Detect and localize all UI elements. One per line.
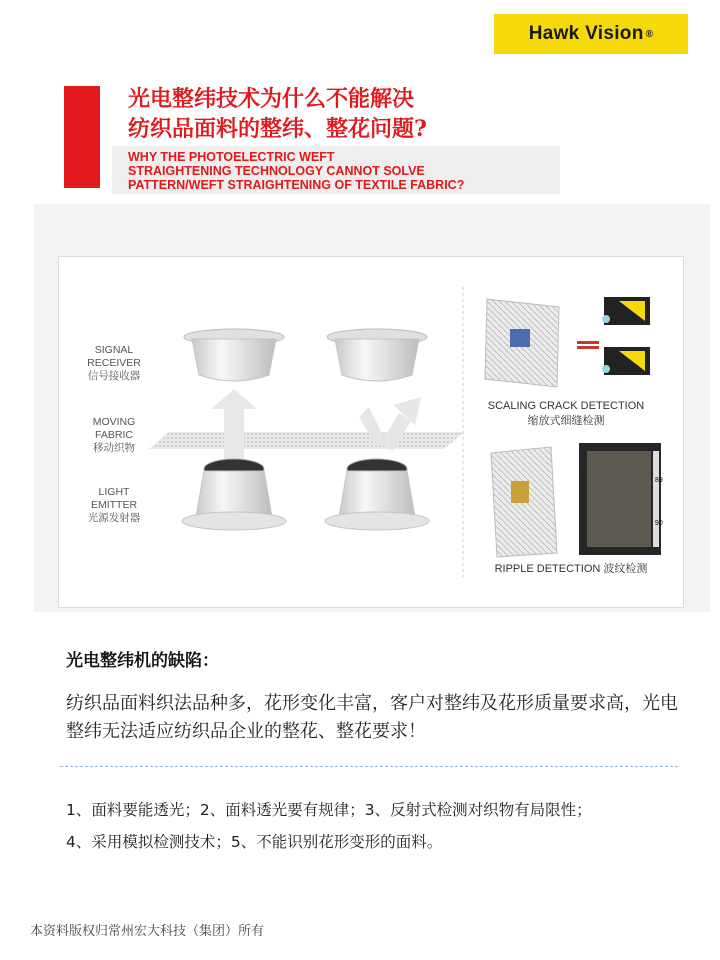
defects-paragraph: 纺织品面料织法品种多，花形变化丰富，客户对整纬及花形质量要求高，光电整纬无法适应纺织品企业的整花、整花要求！ <box>66 693 678 742</box>
defects-heading: 光电整纬机的缺陷： <box>66 651 219 671</box>
caption-scaling-zh: 缩放式细缝检测 <box>527 415 605 427</box>
copyright-footer: 本资料版权归常州宏大科技（集团）所有 <box>30 924 265 939</box>
caption-scaling <box>476 400 656 428</box>
film-marker-89: 89 <box>655 477 663 484</box>
label-moving-fabric <box>76 416 152 455</box>
registered-mark: ® <box>645 28 654 40</box>
signal-receiver-2 <box>327 329 427 381</box>
caption-scaling-en: SCALING CRACK DETECTION <box>487 400 645 412</box>
title-en-line-2: STRAIGHTENING TECHNOLOGY CANNOT SOLVE <box>128 164 425 178</box>
scaling-sensor-1 <box>577 297 650 349</box>
label-light-emitter <box>76 486 152 525</box>
label-signal-receiver-zh: 信号接收器 <box>87 370 141 382</box>
defects-list <box>66 794 706 858</box>
signal-receiver-1 <box>184 329 284 381</box>
defects-list-line-1: 1、面料要能透光；2、面料透光要有规律；3、反射式检测对织物有局限性； <box>66 801 592 819</box>
light-emitter-1 <box>182 459 286 530</box>
caption-ripple-zh: 波纹检测 <box>603 563 648 575</box>
film-marker-90: 90 <box>655 520 663 527</box>
title-en-line-1: WHY THE PHOTOELECTRIC WEFT <box>128 150 335 164</box>
page-title-en <box>128 150 558 192</box>
brand-name: Hawk Vision <box>528 23 644 44</box>
title-zh-line-2: 纺织品面料的整纬、整花问题? <box>128 116 427 142</box>
label-moving-fabric-en2: FABRIC <box>95 429 133 441</box>
label-signal-receiver <box>76 344 152 383</box>
page-title-zh <box>128 84 528 144</box>
light-path-arrow-straight <box>211 389 257 463</box>
diagram-illustration <box>59 257 683 607</box>
scaling-sensor-2 <box>602 347 650 375</box>
title-en-line-3: PATTERN/WEFT STRAIGHTENING OF TEXTILE FABRIC? <box>128 178 465 192</box>
label-signal-receiver-en1: SIGNAL <box>94 344 134 356</box>
title-zh-line-1: 光电整纬技术为什么不能解决 <box>128 86 415 112</box>
caption-ripple <box>476 560 666 576</box>
label-signal-receiver-en2: RECEIVER <box>87 357 141 369</box>
dashed-divider <box>60 766 678 767</box>
caption-ripple-en: RIPPLE DETECTION <box>494 563 601 575</box>
light-emitter-2 <box>325 459 429 530</box>
label-moving-fabric-zh: 移动织物 <box>93 442 135 454</box>
label-light-emitter-zh: 光源发射器 <box>87 512 141 524</box>
defects-list-line-2: 4、采用模拟检测技术；5、不能识别花形变形的面料。 <box>66 833 443 851</box>
label-light-emitter-en1: LIGHT <box>98 486 130 498</box>
title-accent-bar <box>64 86 100 188</box>
label-moving-fabric-en1: MOVING <box>92 416 136 428</box>
hawk-vision-logo <box>494 14 688 54</box>
ripple-film-strip <box>579 443 661 555</box>
label-light-emitter-en2: EMITTER <box>90 499 138 511</box>
ripple-fabric-sample <box>491 447 557 557</box>
scaling-fabric-sample <box>485 299 559 387</box>
